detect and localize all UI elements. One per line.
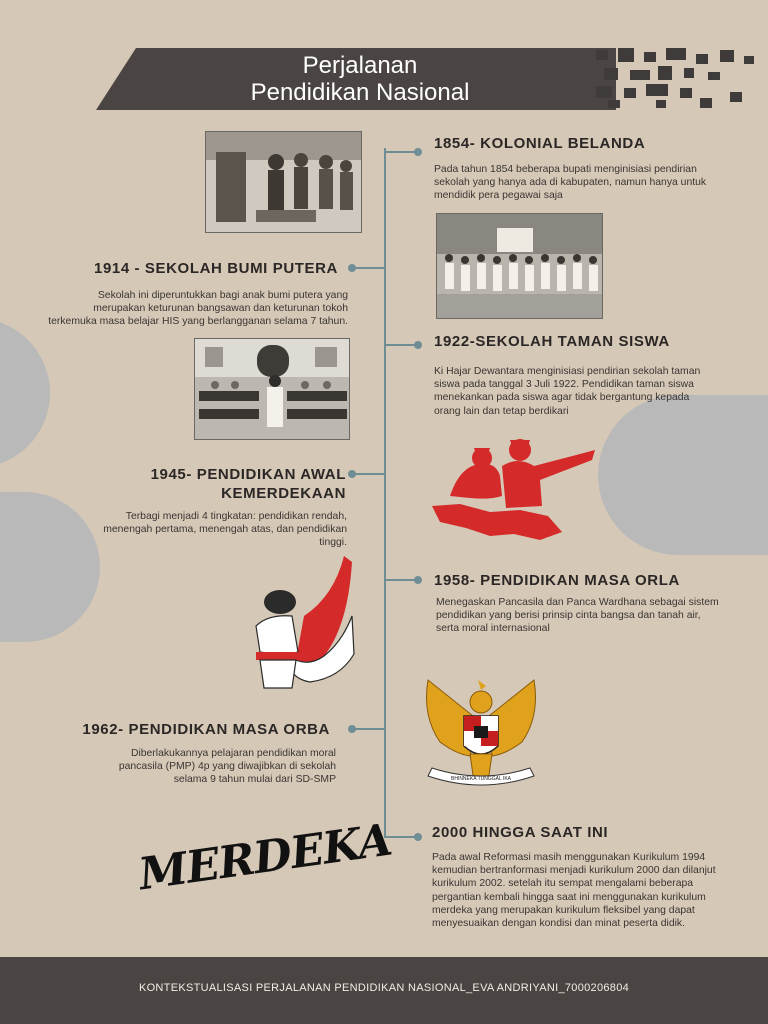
photo-colonial-group	[436, 213, 603, 319]
node-1922	[414, 341, 422, 349]
heading-1958: 1958- PENDIDIKAN MASA ORLA	[434, 572, 680, 589]
left-gray-blob-lower	[0, 492, 100, 642]
text-1922: Ki Hajar Dewantara menginisiasi pendirian sekolah taman siswa pada tanggal 3 Juli 1922. Pendidikan taman siswa menekankan pada siswa agar tidak bergantung kepada orang lain dan tetap berdikari	[434, 366, 701, 417]
heading-1945-line-1: 1945- PENDIDIKAN AWAL	[150, 466, 346, 483]
left-gray-blob	[0, 318, 50, 468]
node-1854	[414, 148, 422, 156]
footer-bar	[0, 957, 768, 1024]
flag-bearer-illustration	[244, 556, 356, 690]
garuda-banner-text: BHINNEKA TUNGGAL IKA	[450, 776, 512, 782]
heading-1945-line-2: KEMERDEKAAN	[221, 485, 346, 502]
right-gray-blob	[598, 395, 768, 555]
heading-2000: 2000 HINGGA SAAT INI	[432, 824, 609, 841]
node-1958	[414, 576, 422, 584]
heading-1922: 1922-SEKOLAH TAMAN SISWA	[434, 333, 670, 350]
pixel-pattern	[596, 48, 760, 110]
node-2000	[414, 833, 422, 841]
text-2000: Pada awal Reformasi masih menggunakan Kurikulum 1994 kemudian bertranformasi menjadi kurikulum 2000 dan dilanjut kurikulum 2002. setelah itu sempat mengalami beberapa pergantian kembali hingga saat ini menggunakan kurikulum merdeka yang merupakan kurikulum fleksibel yang dapat menyesuaikan dengan kondisi dan minat peserta didik.	[432, 852, 716, 930]
footer-credit: KONTEKSTUALISASI PERJALANAN PENDIDIKAN NASIONAL_EVA ANDRIYANI_7000206804	[138, 982, 630, 994]
node-1945	[348, 470, 356, 478]
merdeka-script-art: MERDEKA	[135, 814, 395, 901]
heading-1945	[60, 465, 346, 503]
timeline-spine	[384, 148, 386, 838]
connector-1962	[352, 728, 384, 730]
heading-1854: 1854- KOLONIAL BELANDA	[434, 135, 646, 152]
text-1945: Terbagi menjadi 4 tingkatan: pendidikan rendah, menengah pertama, menengah atas, dan pendidikan tinggi.	[103, 511, 347, 549]
text-1962: Diberlakukannya pelajaran pendidikan moral pancasila (PMP) 4p yang diwajibkan di sekolah selama 9 tahun mulai dari SD-SMP	[118, 748, 336, 786]
connector-1922	[384, 344, 416, 346]
text-1914: Sekolah ini diperuntukkan bagi anak bumi putera yang merupakan keturunan bangsawan dan keturunan tokoh terkemuka masa belajar HIS yang berlangganan selama 7 tahun.	[48, 290, 348, 328]
node-1962	[348, 725, 356, 733]
photo-classroom	[194, 338, 350, 440]
red-freedom-fighter-illustration	[430, 436, 600, 546]
photo-colonial-court	[205, 131, 362, 233]
connector-1914	[352, 267, 384, 269]
heading-1914: 1914 - SEKOLAH BUMI PUTERA	[94, 260, 338, 277]
title-line-1: Perjalanan	[302, 52, 418, 79]
text-1958: Menegaskan Pancasila dan Panca Wardhana sebagai sistem pendidikan yang berisi prinsip cinta bangsa dan tanah air, serta moral internasional	[436, 597, 719, 635]
title-line-2: Pendidikan Nasional	[250, 79, 470, 106]
garuda-pancasila-emblem	[420, 676, 542, 798]
connector-1958	[384, 579, 416, 581]
node-1914	[348, 264, 356, 272]
page-title	[170, 52, 550, 106]
connector-1854	[384, 151, 416, 153]
connector-1945	[352, 473, 384, 475]
text-1854: Pada tahun 1854 beberapa bupati menginisiasi pendirian sekolah yang hanya ada di kabupaten, namun hanya untuk mendidik pera pegawai saja	[434, 164, 707, 202]
heading-1962: 1962- PENDIDIKAN MASA ORBA	[82, 721, 330, 738]
